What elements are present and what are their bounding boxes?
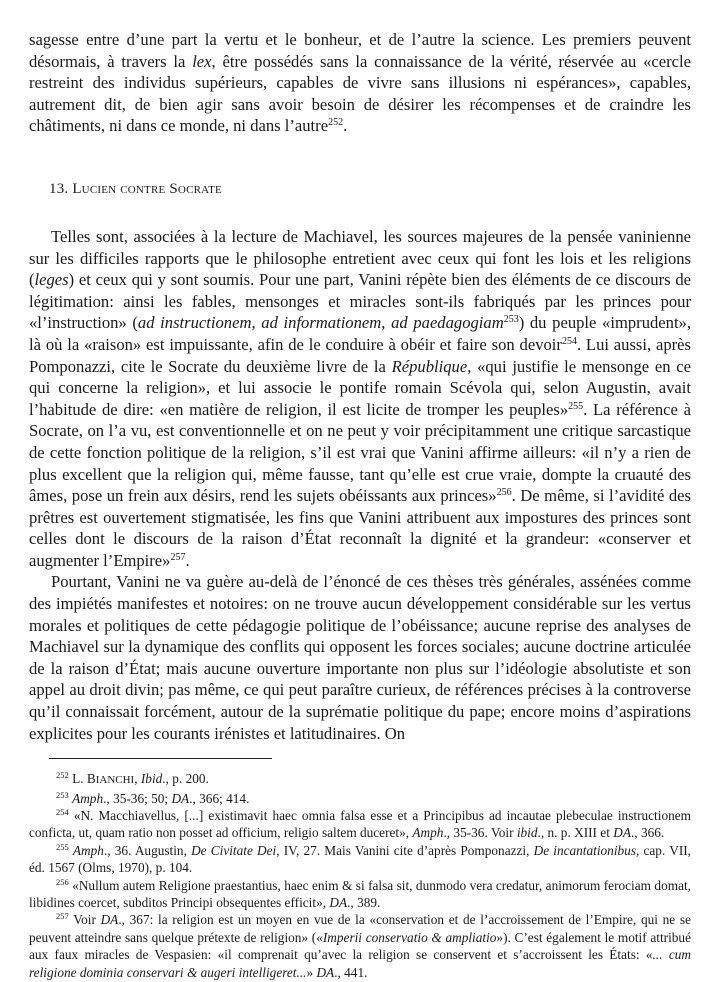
paragraph: Pourtant, Vanini ne va guère au-delà de l’énoncé de ces thèses très générales, assénées comme des impiétés manifestes et notoires: on ne trouve aucun développement considérable sur les vertus morales et politiques de cette pédagogie politique de l’obéissance; aucune reprise des analyses de Machiavel sur la dynamique des conflits qui opposent les forces sociales; aucune doctrine articulée de la raison d’État; mais aucune ouverture importante non plus sur l’idéologie absolutiste et son appel au droit divin; pas même, ce qui peut paraître curieux, de références précises à la controverse qu’il connaissait forcément, autour de la suprématie politique du pape; encore moins d’aspirations explicites pour les courants irénistes et latitudinaires. On xyxy=(29,572,691,743)
footnote-257: $^{257}$ Voir DA., 367: la religion est un moyen en vue de la «conservation et de l’accroissement de l’Empire, qui ne se peuvent atteindre sans quelque prétexte de religion» («Imperii conservatio & ampliatio»). C’est également le motif attribué aux faux miracles de Vespasien: «il comprenait qu’avec la religion se conservent et s’accroissent les États: «... cum religione dominia conservari & augeri intelligeret...» DA., 441. xyxy=(29,911,691,980)
footnote-254: $^{254}$ «N. Macchiavellus, [...] existimavit haec omnia falsa esse et a Principibus ad incautae plebeculae instructionem conficta, ut, quam ratio non posset ad officium, religio saltem duceret», Amph., 35-36. Voir ibid., n. p. XIII et DA., 366. xyxy=(29,807,691,841)
page xyxy=(29,29,691,981)
footnotes xyxy=(29,770,691,981)
section-heading xyxy=(49,179,691,199)
section-title: Lucien contre Socrate xyxy=(72,180,222,197)
section-number: 13. xyxy=(49,180,69,197)
footnote-252: $^{252}$ L. BIANCHI, Ibid., p. 200. xyxy=(56,770,209,787)
footnote-253: $^{253}$ Amph., 35-36; 50; DA., 366; 414. xyxy=(56,789,250,806)
footnote-256: $^{256}$ «Nullum autem Religione praestantius, haec enim & si falsa sit, dunmodo vera credatur, animorum ferociam domat, libidines coercet, subditos Principi obsequentes efficit», DA., 389. xyxy=(29,876,691,911)
footnote-255: $^{255}$ Amph., 36. Augustin, De Civitate Dei, IV, 27. Mais Vanini cite d’après Pomponazzi, De incantationibus, cap. VII, éd. 1567 (Olms, 1970), p. 104. xyxy=(29,841,691,876)
paragraph: Telles sont, associées à la lecture de Machiavel, les sources majeures de la pensée vaninienne sur les difficiles rapports que le philosophe entretient avec ceux qui font les lois et les religions (leges) et ceux qui y sont soumis. Pour une part, Vanini répète bien des éléments de ce discours de légitimation: ainsi les fables, mensonges et miracles sont-ils fabriqués par les princes pour «l’instruction» (ad instructionem, ad informationem, ad paedagogiam$^{253}$) du peuple «imprudent», là où la «raison» est impuissante, afin de le conduire à obéir et faire son devoir$^{254}$. Lui aussi, après Pomponazzi, cite le Socrate du deuxième livre de la République, «qui justifie le mensonge en ce qui concerne la religion», et lui associe le pontife romain Scévola qui, selon Augustin, avait l’habitude de dire: «en matière de religion, il est licite de tromper les peuples»$^{255}$. La référence à Socrate, on l’a vu, est conventionnelle et on ne peut y voir précipitamment une critique sarcastique de cette fonction politique de la religion, s’il est vrai que Vanini affirme ailleurs: «il n’y a rien de plus excellent que la religion qui, même fausse, tant qu’elle est crue vraie, dompte la cruauté des âmes, pose un frein aux désirs, rend les sujets obéissants aux princes»$^{256}$. De même, si l’avidité des prêtres est ouvertement stigmatisée, les fins que Vanini attribuent aux impostures des princes sont celles dont le discours de la raison d’État reconnaît la dignité et la grandeur: «conserver et augmenter l’Empire»$^{257}$. xyxy=(29,226,692,570)
footnote-separator xyxy=(49,758,272,759)
paragraph-continuation: sagesse entre d’une part la vertu et le bonheur, et de l’autre la science. Les premiers peuvent désormais, à travers la lex, être possédés sans la connaissance de la vérité, réservée au «cercle restreint des individus supérieurs, capables de vivre sans illusions ni espérances», capables, autrement dit, de bien agir sans avoir besoin de désirer les récompenses et de craindre les châtiments, ni dans ce monde, ni dans l’autre$^{252}$. xyxy=(29,30,691,136)
